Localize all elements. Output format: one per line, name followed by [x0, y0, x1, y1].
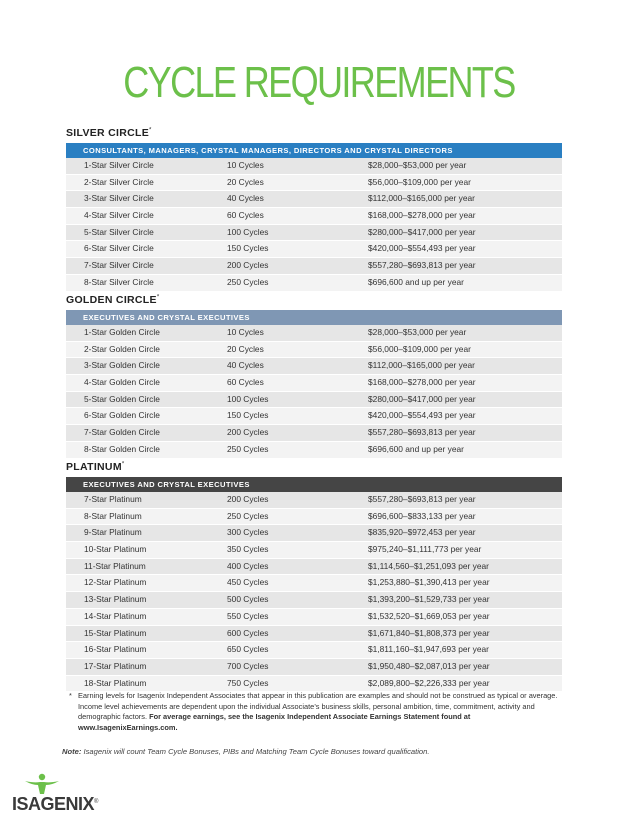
level-cell: 16-Star Platinum: [84, 644, 147, 655]
table-row: [66, 258, 562, 275]
page-title: CYCLE REQUIREMENTS: [123, 58, 515, 107]
footnote-asterisk: *: [69, 691, 72, 700]
isagenix-logo: [12, 772, 112, 816]
earnings-cell: $168,000–$278,000 per year: [368, 210, 476, 221]
platinum-section: [66, 461, 562, 692]
person-figure-icon: [22, 772, 62, 796]
earnings-cell: $975,240–$1,111,773 per year: [368, 544, 482, 555]
earnings-cell: $696,600–$833,133 per year: [368, 510, 476, 521]
cycles-cell: 250 Cycles: [227, 510, 269, 521]
level-cell: 8-Star Platinum: [84, 510, 142, 521]
table-row: [66, 592, 562, 609]
silver-circle-table: [66, 158, 562, 292]
level-cell: 13-Star Platinum: [84, 594, 147, 605]
earnings-cell: $1,950,480–$2,087,013 per year: [368, 660, 490, 671]
golden-circle-table: [66, 325, 562, 459]
cycles-cell: 250 Cycles: [227, 276, 269, 287]
platinum-table: [66, 492, 562, 692]
level-cell: 4-Star Golden Circle: [84, 377, 160, 388]
level-cell: 4-Star Silver Circle: [84, 210, 154, 221]
table-row: [66, 208, 562, 225]
level-cell: 8-Star Silver Circle: [84, 276, 154, 287]
table-row: [66, 659, 562, 676]
level-cell: 11-Star Platinum: [84, 560, 146, 571]
cycles-cell: 350 Cycles: [227, 544, 269, 555]
earnings-cell: $56,000–$109,000 per year: [368, 343, 471, 354]
asterisk: *: [121, 461, 125, 468]
earnings-cell: $112,000–$165,000 per year: [368, 360, 475, 371]
level-cell: 7-Star Silver Circle: [84, 260, 154, 271]
table-row: [66, 408, 562, 425]
note-label: Note:: [62, 747, 82, 756]
cycles-cell: 100 Cycles: [227, 226, 269, 237]
cycles-cell: 400 Cycles: [227, 560, 269, 571]
level-cell: 12-Star Platinum: [84, 577, 147, 588]
earnings-cell: $168,000–$278,000 per year: [368, 377, 476, 388]
cycles-cell: 150 Cycles: [227, 243, 269, 254]
cycles-cell: 300 Cycles: [227, 527, 269, 538]
cycles-cell: 600 Cycles: [227, 627, 269, 638]
platinum-heading: [66, 461, 562, 477]
silver-circle-band: CONSULTANTS, MANAGERS, CRYSTAL MANAGERS, DIRECTORS AND CRYSTAL DIRECTORS: [66, 143, 562, 158]
earnings-cell: $696,600 and up per year: [368, 443, 464, 454]
footnote-text: Earning levels for Isagenix Independent Associates that appear in this publication are examples and should not be construed as typical or average. Income level achievements are dependent upon the individual Associate’s business skills, personal ambition, time, commitment, activity and demographic factors.: [78, 691, 558, 722]
silver-circle-heading: [66, 127, 562, 143]
table-row: [66, 609, 562, 626]
table-row: [66, 642, 562, 659]
table-row: [66, 442, 562, 459]
cycles-cell: 750 Cycles: [227, 677, 269, 688]
table-row: [66, 158, 562, 175]
qualification-note: [62, 747, 430, 756]
level-cell: 10-Star Platinum: [84, 544, 147, 555]
earnings-cell: $1,393,200–$1,529,733 per year: [368, 594, 490, 605]
cycles-cell: 60 Cycles: [227, 377, 264, 388]
earnings-cell: $1,114,560–$1,251,093 per year: [368, 560, 489, 571]
cycles-cell: 100 Cycles: [227, 393, 269, 404]
earnings-cell: $557,280–$693,813 per year: [368, 494, 476, 504]
level-cell: 6-Star Silver Circle: [84, 243, 154, 254]
level-cell: 2-Star Golden Circle: [84, 343, 160, 354]
asterisk: *: [156, 294, 160, 301]
cycles-cell: 200 Cycles: [227, 260, 269, 271]
registered-mark: ®: [94, 799, 98, 805]
earnings-cell: $420,000–$554,493 per year: [368, 243, 476, 254]
footnote-bold-text: For average earnings, see the Isagenix Independent Associate Earnings Statement found at www.IsagenixEarnings.com.: [78, 712, 471, 732]
level-cell: 6-Star Golden Circle: [84, 410, 160, 421]
table-row: [66, 375, 562, 392]
table-row: [66, 275, 562, 292]
cycles-cell: 20 Cycles: [227, 176, 264, 187]
earnings-cell: $696,600 and up per year: [368, 276, 464, 287]
note-text: Isagenix will count Team Cycle Bonuses, PIBs and Matching Team Cycle Bonuses toward qualification.: [81, 747, 430, 756]
silver-circle-heading-text: SILVER CIRCLE: [66, 127, 150, 139]
table-row: [66, 559, 562, 576]
table-row: [66, 358, 562, 375]
cycles-cell: 150 Cycles: [227, 410, 269, 421]
earnings-cell: $112,000–$165,000 per year: [368, 193, 475, 204]
cycles-cell: 500 Cycles: [227, 594, 269, 605]
table-row: [66, 225, 562, 242]
level-cell: 9-Star Platinum: [84, 527, 142, 538]
footnote: [69, 691, 568, 733]
earnings-cell: $28,000–$53,000 per year: [368, 160, 467, 170]
cycles-cell: 20 Cycles: [227, 343, 264, 354]
table-row: [66, 525, 562, 542]
earnings-cell: $557,280–$693,813 per year: [368, 427, 476, 438]
table-row: [66, 509, 562, 526]
table-row: [66, 626, 562, 643]
level-cell: 14-Star Platinum: [84, 610, 147, 621]
level-cell: 5-Star Silver Circle: [84, 226, 154, 237]
earnings-cell: $280,000–$417,000 per year: [368, 226, 476, 237]
level-cell: 18-Star Platinum: [84, 677, 147, 688]
cycles-cell: 550 Cycles: [227, 610, 269, 621]
earnings-cell: $835,920–$972,453 per year: [368, 527, 476, 538]
table-row: [66, 175, 562, 192]
table-row: [66, 241, 562, 258]
level-cell: 15-Star Platinum: [84, 627, 147, 638]
cycles-cell: 250 Cycles: [227, 443, 269, 454]
level-cell: 7-Star Platinum: [84, 494, 142, 504]
golden-circle-heading-text: GOLDEN CIRCLE: [66, 294, 157, 306]
silver-circle-section: [66, 127, 562, 292]
golden-circle-band: EXECUTIVES AND CRYSTAL EXECUTIVES: [66, 310, 562, 325]
cycles-cell: 40 Cycles: [227, 360, 264, 371]
platinum-heading-text: PLATINUM: [66, 461, 122, 473]
golden-circle-section: [66, 294, 562, 459]
earnings-cell: $1,253,880–$1,390,413 per year: [368, 577, 490, 588]
earnings-cell: $1,811,160–$1,947,693 per year: [368, 644, 489, 655]
table-row: [66, 425, 562, 442]
cycles-cell: 200 Cycles: [227, 494, 269, 504]
level-cell: 1-Star Silver Circle: [84, 160, 154, 170]
earnings-cell: $1,532,520–$1,669,053 per year: [368, 610, 490, 621]
table-row: [66, 191, 562, 208]
earnings-cell: $1,671,840–$1,808,373 per year: [368, 627, 490, 638]
earnings-cell: $2,089,800–$2,226,333 per year: [368, 677, 490, 688]
earnings-cell: $420,000–$554,493 per year: [368, 410, 476, 421]
cycles-cell: 650 Cycles: [227, 644, 269, 655]
level-cell: 7-Star Golden Circle: [84, 427, 160, 438]
level-cell: 1-Star Golden Circle: [84, 327, 160, 337]
cycles-cell: 700 Cycles: [227, 660, 269, 671]
logo-wordmark: [12, 794, 98, 815]
table-row: [66, 392, 562, 409]
table-row: [66, 676, 562, 693]
table-row: [66, 542, 562, 559]
earnings-cell: $280,000–$417,000 per year: [368, 393, 476, 404]
level-cell: 3-Star Golden Circle: [84, 360, 160, 371]
cycles-cell: 200 Cycles: [227, 427, 269, 438]
level-cell: 17-Star Platinum: [84, 660, 147, 671]
earnings-cell: $557,280–$693,813 per year: [368, 260, 476, 271]
table-row: [66, 575, 562, 592]
level-cell: 2-Star Silver Circle: [84, 176, 154, 187]
cycles-cell: 10 Cycles: [227, 327, 264, 337]
table-row: [66, 325, 562, 342]
cycles-cell: 450 Cycles: [227, 577, 269, 588]
asterisk: *: [149, 127, 152, 134]
cycles-cell: 40 Cycles: [227, 193, 264, 204]
platinum-band: EXECUTIVES AND CRYSTAL EXECUTIVES: [66, 477, 562, 492]
table-row: [66, 492, 562, 509]
cycles-cell: 60 Cycles: [227, 210, 264, 221]
earnings-cell: $28,000–$53,000 per year: [368, 327, 467, 337]
level-cell: 8-Star Golden Circle: [84, 443, 160, 454]
golden-circle-heading: [66, 294, 562, 310]
level-cell: 3-Star Silver Circle: [84, 193, 154, 204]
logo-text: ISAGENIX: [12, 794, 95, 814]
earnings-cell: $56,000–$109,000 per year: [368, 176, 471, 187]
cycles-cell: 10 Cycles: [227, 160, 264, 170]
level-cell: 5-Star Golden Circle: [84, 393, 160, 404]
table-row: [66, 342, 562, 359]
